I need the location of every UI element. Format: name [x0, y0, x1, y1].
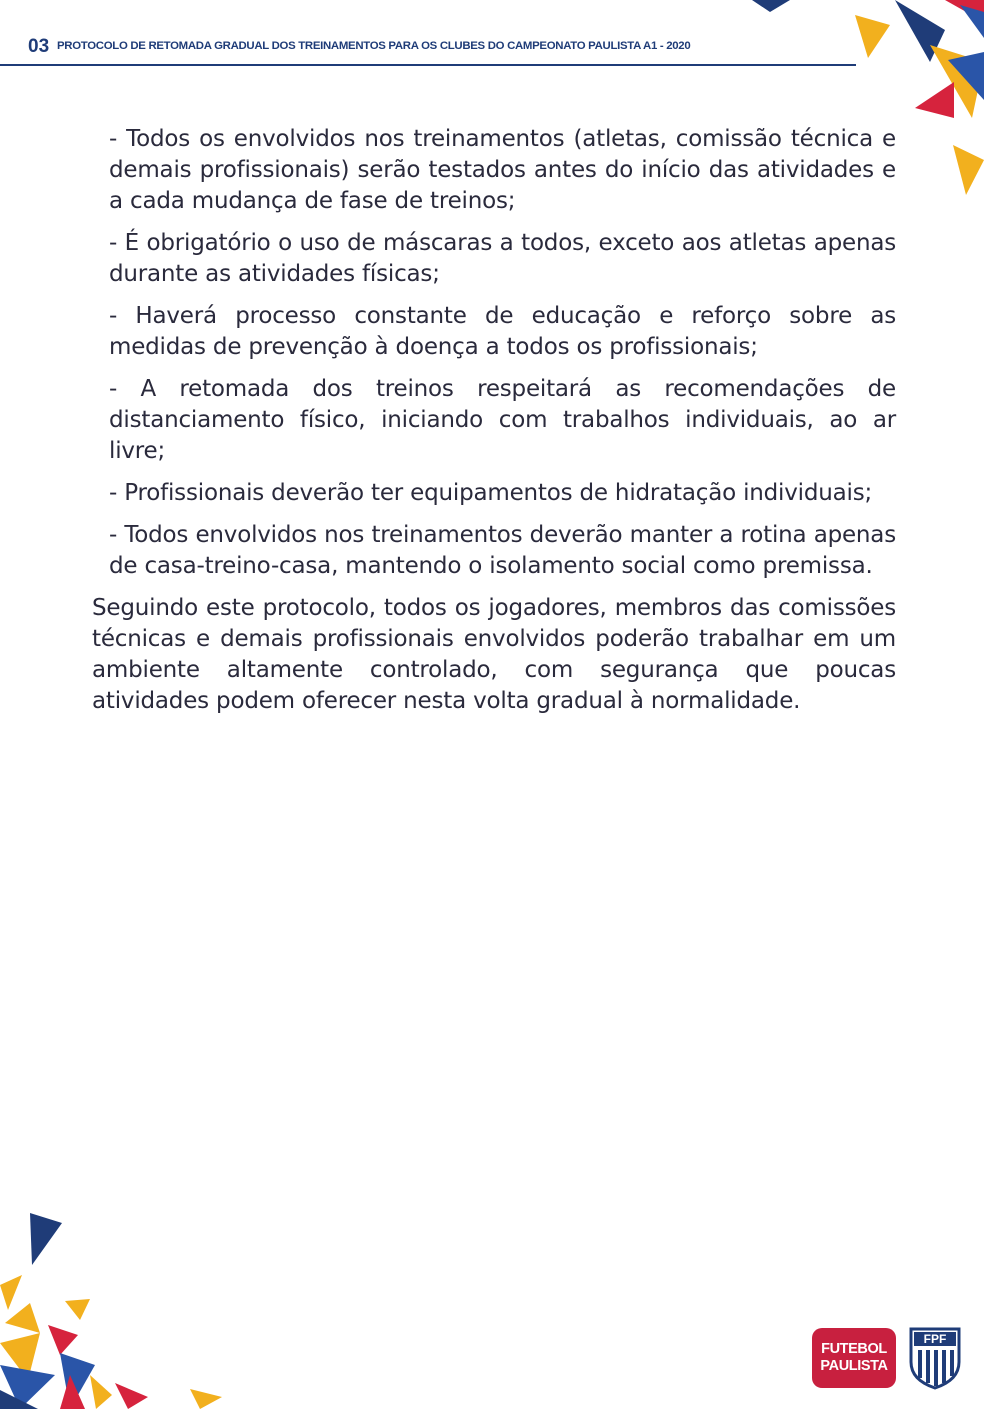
fpf-label: FPF — [923, 1332, 947, 1346]
futebol-paulista-logo — [812, 1328, 896, 1388]
document-title: PROTOCOLO DE RETOMADA GRADUAL DOS TREINAMENTOS PARA OS CLUBES DO CAMPEONATO PAULISTA A1 - 2020 — [57, 40, 691, 52]
document-body — [92, 124, 896, 717]
page-header — [0, 30, 856, 66]
bullet-item: - A retomada dos treinos respeitará as recomendações de distanciamento físico, iniciando com trabalhos individuais, ao ar livre; — [109, 376, 896, 464]
logo-line-1: FUTEBOL — [821, 1341, 887, 1357]
bullet-item: - Profissionais deverão ter equipamentos de hidratação individuais; — [109, 480, 873, 506]
closing-paragraph: Seguindo este protocolo, todos os jogadores, membros das comissões técnicas e demais profissionais envolvidos poderão trabalhar em um ambiente altamente controlado, com segurança que poucas atividades podem oferecer nesta volta gradual à normalidade. — [92, 595, 896, 714]
page-number: 03 — [28, 36, 50, 57]
decorative-triangles-bottom-left — [0, 1205, 230, 1409]
bullet-item: - Haverá processo constante de educação e reforço sobre as medidas de prevenção à doença a todos os profissionais; — [109, 303, 896, 360]
bullet-item: - Todos envolvidos nos treinamentos deverão manter a rotina apenas de casa-treino-casa, mantendo o isolamento social como premissa. — [109, 522, 896, 579]
fpf-crest-logo — [908, 1326, 962, 1390]
bullet-item: - Todos os envolvidos nos treinamentos (atletas, comissão técnica e demais profissionais) serão testados antes do início das atividades e a cada mudança de fase de treinos; — [109, 126, 896, 214]
bullet-item: - É obrigatório o uso de máscaras a todos, exceto aos atletas apenas durante as atividades físicas; — [109, 230, 896, 287]
logo-line-2: PAULISTA — [820, 1358, 888, 1374]
